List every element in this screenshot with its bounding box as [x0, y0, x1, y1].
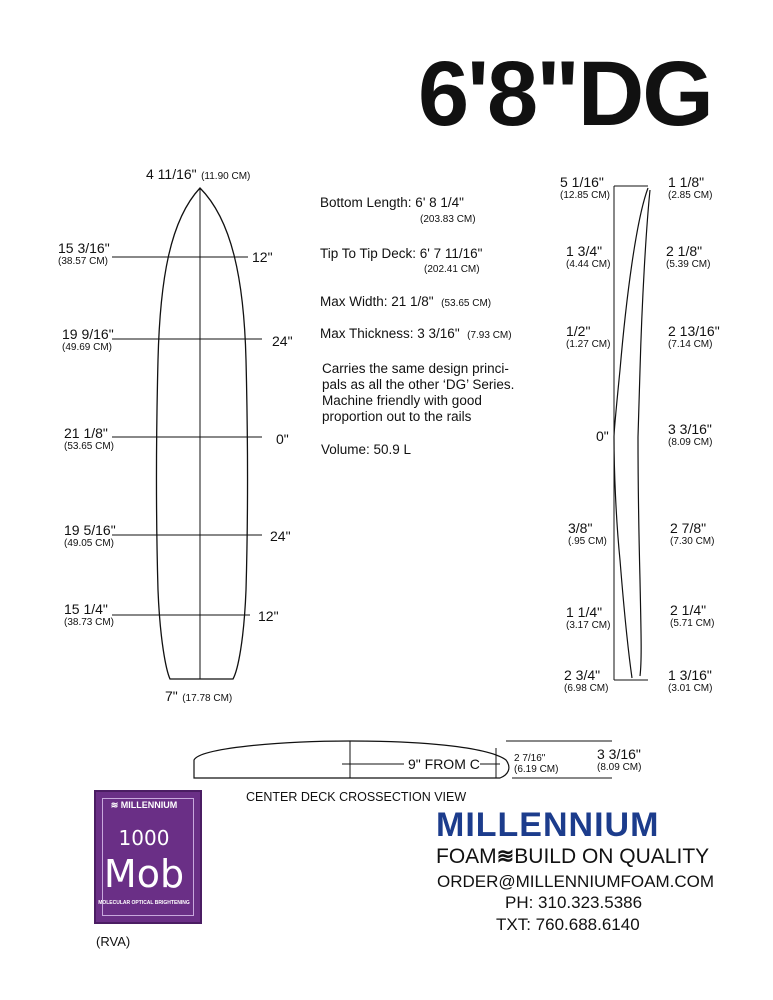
bottom-length: Bottom Length: 6' 8 1/4"	[320, 195, 464, 210]
rocker-row-2: 1 3/4" (4.44 CM)	[566, 243, 611, 270]
mob-logo-subtitle: MOLECULAR OPTICAL BRIGHTENING	[98, 900, 190, 906]
company-tagline: FOAM≋BUILD ON QUALITY	[436, 845, 710, 868]
volume: Volume: 50.9 L	[321, 442, 412, 457]
station-3-width: 21 1/8" (53.65 CM)	[64, 425, 115, 452]
rocker-row-3: 1/2" (1.27 CM)	[566, 323, 611, 350]
crosssection-caption: CENTER DECK CROSSECTION VIEW	[246, 790, 467, 804]
tail-width: 7" (17.78 CM)	[165, 688, 233, 704]
thickness-row-7: 1 3/16" (3.01 CM)	[668, 667, 713, 694]
crosssection-rail-thickness: 2 7/16" (6.19 CM)	[514, 753, 559, 775]
logo-caption: (RVA)	[96, 934, 131, 949]
mob-logo-brand: ≋ MILLENNIUM	[110, 800, 178, 810]
station-1-distance: 12"	[252, 249, 273, 265]
crosssection-from-center: 9" FROM C	[408, 756, 480, 772]
company-text-number: TXT: 760.688.6140	[496, 915, 640, 934]
rocker-row-5: 3/8" (.95 CM)	[568, 520, 607, 547]
station-2-width: 19 9/16" (49.69 CM)	[62, 326, 114, 353]
thickness-row-2: 2 1/8" (5.39 CM)	[666, 243, 711, 270]
company-phone: PH: 310.323.5386	[505, 893, 643, 912]
station-3-distance: 0"	[276, 431, 289, 447]
thickness-row-4: 3 3/16" (8.09 CM)	[668, 421, 713, 448]
tip-to-tip-cm: (202.41 CM)	[424, 264, 480, 275]
station-1-width: 15 3/16" (38.57 CM)	[58, 240, 110, 267]
wave-icon: ≋	[110, 800, 119, 810]
max-width: Max Width: 21 1/8" (53.65 CM)	[320, 294, 492, 309]
station-2-distance: 24"	[272, 333, 293, 349]
board-outline	[157, 188, 248, 679]
rocker-row-1: 5 1/16" (12.85 CM)	[560, 174, 611, 201]
rocker-row-4: 0"	[596, 428, 609, 444]
design-description: Carries the same design princi- pals as all the other ‘DG’ Series. Machine friendly with good proportion out to the rails	[322, 361, 515, 424]
thickness-row-1: 1 1/8" (2.85 CM)	[668, 174, 713, 201]
mob-logo	[94, 790, 202, 924]
profile-bottom-curve	[614, 188, 648, 678]
thickness-row-3: 2 13/16" (7.14 CM)	[668, 323, 720, 350]
station-4-distance: 24"	[270, 528, 291, 544]
company-email: ORDER@MILLENNIUMFOAM.COM	[437, 872, 714, 891]
thickness-row-5: 2 7/8" (7.30 CM)	[670, 520, 715, 547]
profile-deck-curve	[638, 190, 650, 676]
wave-icon: ≋	[496, 845, 515, 868]
rocker-row-7: 2 3/4" (6.98 CM)	[564, 667, 609, 694]
mob-logo-number: 1000	[118, 826, 170, 850]
max-thickness: Max Thickness: 3 3/16" (7.93 CM)	[320, 326, 512, 341]
mob-logo-text: Mob	[103, 852, 185, 896]
station-5-width: 15 1/4" (38.73 CM)	[64, 601, 115, 628]
board-model-title: 6'8"DG	[418, 43, 712, 145]
rocker-row-6: 1 1/4" (3.17 CM)	[566, 604, 611, 631]
crosssection-center-thickness: 3 3/16" (8.09 CM)	[597, 746, 642, 773]
thickness-row-6: 2 1/4" (5.71 CM)	[670, 602, 715, 629]
bottom-length-cm: (203.83 CM)	[420, 214, 476, 225]
station-4-width: 19 5/16" (49.05 CM)	[64, 522, 116, 549]
tip-to-tip-deck: Tip To Tip Deck: 6' 7 11/16"	[320, 246, 483, 261]
station-5-distance: 12"	[258, 608, 279, 624]
nose-width: 4 11/16" (11.90 CM)	[146, 166, 251, 182]
company-name: MILLENNIUM	[436, 806, 660, 844]
